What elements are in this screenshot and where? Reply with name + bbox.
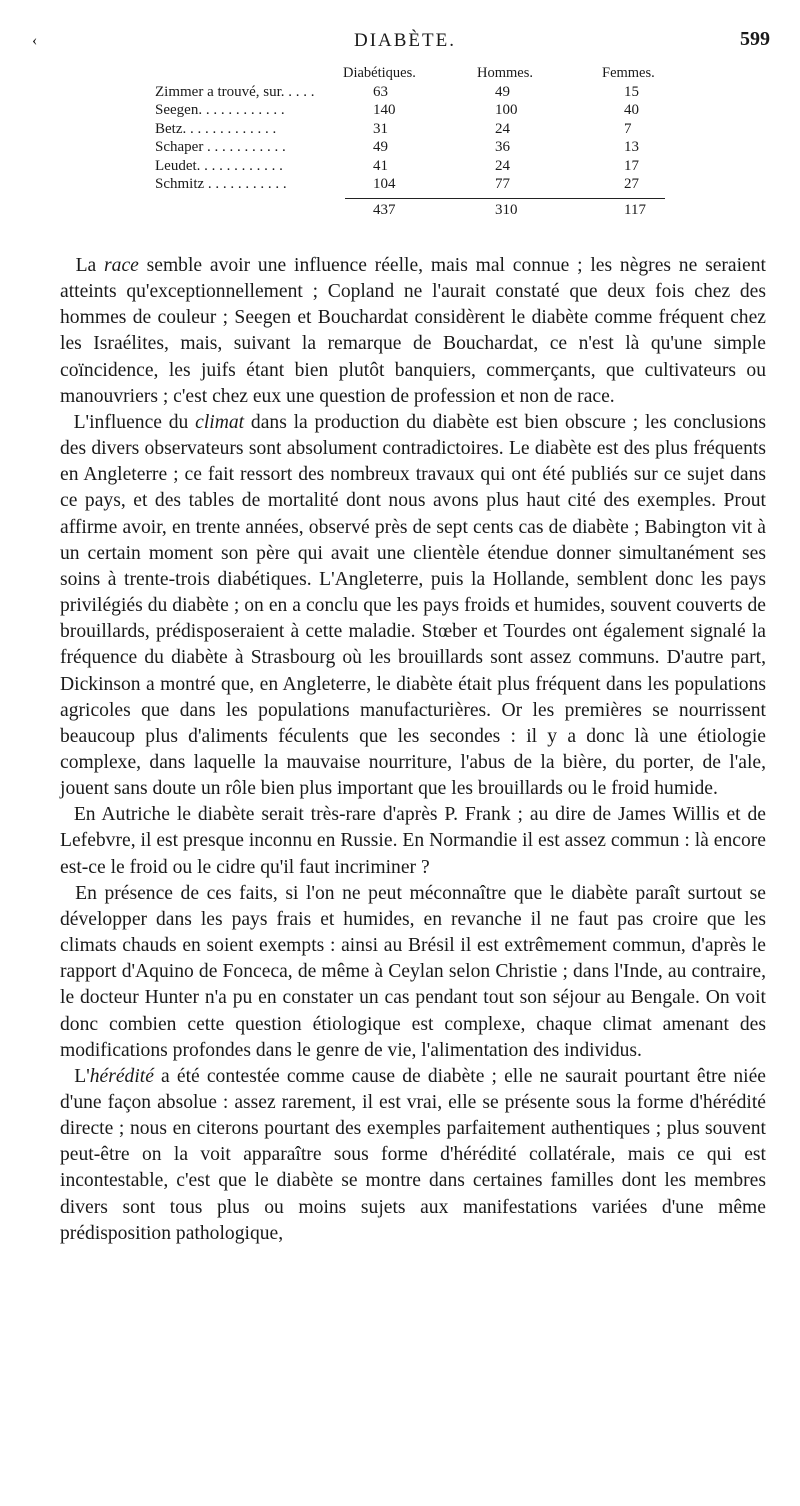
page-number: 599 <box>740 28 770 50</box>
cell-femmes: 17 <box>624 157 639 174</box>
page-header <box>32 28 770 58</box>
statistics-table <box>155 64 675 219</box>
total-rule <box>345 198 665 199</box>
paragraph-text: a été contestée comme cause de diabète ; elle ne saurait pourtant être niée d'une façon absolue : assez rarement, il est vrai, elle se présente sous la forme d'hérédité directe ; nous en citerons pourtant des exemples parfaitement authentiques ; plus souvent peut-être on la voit apparaître sous forme d'hérédité collatérale, mais ce qui est incontestable, c'est que le diabète se montre dans certaines familles dont les membres divers sont tous plus ou moins sujets aux manifestations variées d'une même prédisposition pathologique, <box>60 1065 766 1244</box>
column-header-femmes: Femmes. <box>602 65 655 81</box>
table-body <box>155 83 675 194</box>
cell-hommes: 36 <box>495 139 510 155</box>
table-total-row <box>155 201 675 220</box>
column-header-hommes: Hommes. <box>477 65 533 81</box>
cell-femmes: 27 <box>624 176 639 192</box>
table-row <box>155 138 675 157</box>
column-header-diabetiques: Diabétiques. <box>343 65 416 81</box>
cell-diabetiques: 49 <box>373 139 388 155</box>
cell-hommes: 77 <box>495 176 510 192</box>
table-row <box>155 175 675 194</box>
emphasis-term: hérédité <box>89 1065 154 1087</box>
table-row <box>155 83 675 102</box>
cell-diabetiques: 140 <box>373 102 396 118</box>
total-diabetiques: 437 <box>373 201 396 218</box>
paragraph-presence <box>60 881 766 1064</box>
paragraph-text: dans la production du diabète est bien obscure ; les conclusions des divers observateurs sont absolument contradictoires. Le diabète est des plus fréquents en Angleterre ; ce fait ressort des nombreux travaux qui ont été publiés sur ce sujet dans ce pays, et des tables de mortalité dont nous avons plus haut cité des exemples. Prout affirme avoir, en trente années, observé près de sept cents cas de diabète ; Babington vit à un certain moment son père qui avait une clientèle étendue donner simultanément ses soins à trente-trois diabétiques. L'Angleterre, puis la Hollande, semblent donc les pays privilégiés du diabète ; on en a conclu que les pays froids et humides, souvent couverts de brouillards, prédisposeraient à cette maladie. Stœber et Tourdes ont également signalé la fréquence du diabète à Strasbourg où les brouillards sont assez communs. D'autre part, Dickinson a montré que, en Angleterre, le diabète était plus fréquent dans les populations agricoles que dans les populations manufacturières. Or les premières se nourrissent beaucoup plus d'aliments féculents que les secondes : il y a donc là une étiologie complexe, dans laquelle la mauvaise nourriture, l'abus de la bière, du porter, de l'ale, jouent sans doute un rôle bien plus important que les brouillards ou le froid humide. <box>60 411 767 800</box>
total-hommes: 310 <box>495 201 518 218</box>
emphasis-term: climat <box>195 411 245 433</box>
cell-diabetiques: 104 <box>373 176 396 192</box>
cell-femmes: 15 <box>624 83 639 100</box>
paragraph-autriche <box>60 802 766 880</box>
row-label: Seegen. . . . . . . . . . . . <box>155 102 285 118</box>
cell-femmes: 7 <box>624 120 632 137</box>
header-mark: ‹ <box>32 32 38 49</box>
paragraph-text: En Autriche le diabète serait très-rare d'après P. Frank ; au dire de James Willis et de Lefebvre, il est presque inconnu en Russie. En Normandie il est assez commun : là encore est-ce le froid ou le cidre qu'il faut incriminer ? <box>60 804 767 878</box>
paragraph-climat <box>60 410 766 802</box>
cell-hommes: 100 <box>495 102 518 118</box>
cell-diabetiques: 41 <box>373 157 388 174</box>
paragraph-text: En présence de ces faits, si l'on ne peut méconnaître que le diabète paraît surtout se développer dans les pays frais et humides, en revanche il ne faut pas croire que les climats chauds en soient exempts : ainsi au Brésil il est extrêmement commun, d'après le rapport d'Aquino de Fonceca, de même à Ceylan selon Christie ; dans l'Inde, au contraire, le docteur Hunter n'a pu en constater un cas pendant tout son séjour au Bengale. On voit donc combien cette question étiologique est complexe, chaque climat amenant des modifications profondes dans le genre de vie, l'alimentation des individus. <box>60 882 767 1061</box>
table-row <box>155 157 675 176</box>
paragraph-heredite <box>60 1064 766 1247</box>
emphasis-term: race <box>104 255 139 276</box>
paragraph-race <box>60 253 766 410</box>
table-header-row <box>155 64 675 83</box>
row-label: Leudet. . . . . . . . . . . . <box>155 157 283 174</box>
cell-hommes: 24 <box>495 120 510 137</box>
paragraph-text: semble avoir une influence réelle, mais mal connue ; les nègres ne seraient atteints qu'exceptionnellement ; Copland ne l'aurait constaté que deux fois chez des hommes de couleur ; Seegen et Bouchardat considèrent le diabète comme fréquent chez les Israélites, mais, suivant la remarque de Bouchardat, ce n'est là qu'une simple coïncidence, les juifs étant bien plutôt banquiers, commerçants, que cultivateurs ou manouvriers ; c'est chez eux une question de profession et non de race. <box>60 255 766 407</box>
row-label: Schaper . . . . . . . . . . . <box>155 139 286 155</box>
cell-femmes: 13 <box>624 139 639 155</box>
running-title: DIABÈTE. <box>353 30 456 51</box>
body-text <box>60 253 766 1247</box>
cell-diabetiques: 31 <box>373 120 388 137</box>
table-row <box>155 101 675 120</box>
cell-femmes: 40 <box>624 102 639 118</box>
cell-diabetiques: 63 <box>373 83 388 100</box>
row-label: Betz. . . . . . . . . . . . . <box>155 120 277 137</box>
row-label: Schmitz . . . . . . . . . . . <box>155 176 287 192</box>
paragraph-text: L' <box>74 1065 90 1087</box>
cell-hommes: 49 <box>495 83 510 100</box>
paragraph-text: La <box>75 255 105 276</box>
table-row <box>155 120 675 139</box>
row-label: Zimmer a trouvé, sur. . . . . <box>155 83 315 100</box>
total-femmes: 117 <box>624 201 646 218</box>
cell-hommes: 24 <box>495 157 510 174</box>
paragraph-text: L'influence du <box>73 411 196 433</box>
